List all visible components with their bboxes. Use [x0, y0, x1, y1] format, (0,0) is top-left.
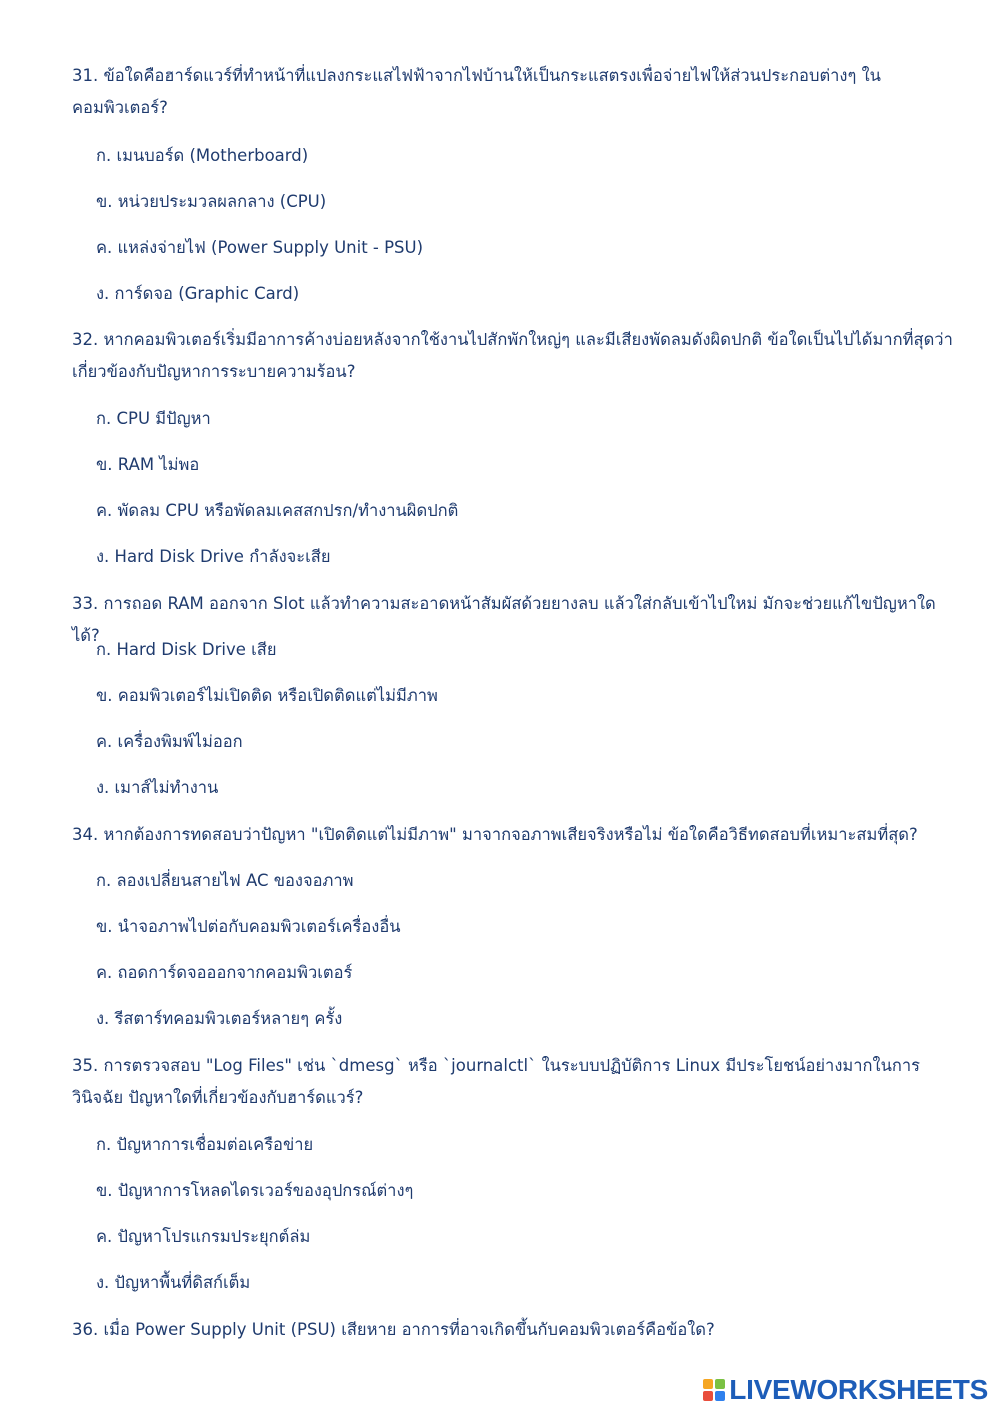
logo-mark-square-1 [703, 1379, 713, 1389]
question-34-option-a: ก. ลองเปลี่ยนสายไฟ AC ของจอภาพ [96, 871, 354, 890]
logo-mark-square-3 [703, 1391, 713, 1401]
question-33-option-b: ข. คอมพิวเตอร์ไม่เปิดติด หรือเปิดติดแต่ไม่มีภาพ [96, 686, 438, 705]
question-34-option-b: ข. นำจอภาพไปต่อกับคอมพิวเตอร์เครื่องอื่น [96, 917, 401, 936]
question-35-option-b: ข. ปัญหาการโหลดไดรเวอร์ของอุปกรณ์ต่างๆ [96, 1181, 414, 1200]
question-32-option-b: ข. RAM ไม่พอ [96, 455, 200, 474]
question-31-option-b: ข. หน่วยประมวลผลกลาง (CPU) [96, 192, 327, 211]
logo-mark-square-2 [715, 1379, 725, 1389]
logo-mark-square-4 [715, 1391, 725, 1401]
liveworksheets-logo-icon [703, 1379, 725, 1401]
question-35-option-a: ก. ปัญหาการเชื่อมต่อเครือข่าย [96, 1135, 314, 1154]
question-33-option-a: ก. Hard Disk Drive เสีย [96, 640, 277, 659]
question-34-option-c: ค. ถอดการ์ดจอออกจากคอมพิวเตอร์ [96, 963, 353, 982]
question-32-option-c: ค. พัดลม CPU หรือพัดลมเคสสกปรก/ทำงานผิดปกติ [96, 501, 459, 520]
question-35: 35. การตรวจสอบ "Log Files" เช่น `dmesg` หรือ `journalctl` ในระบบปฏิบัติการ Linux มีประโยชน์อย่างมากในการวินิจฉัย ปัญหาใดที่เกี่ยวข้องกับฮาร์ดแวร์? [72, 1056, 920, 1107]
question-35-option-d: ง. ปัญหาพื้นที่ดิสก์เต็ม [96, 1273, 251, 1292]
question-33: 33. การถอด RAM ออกจาก Slot แล้วทำความสะอาดหน้าสัมผัสด้วยยางลบ แล้วใส่กลับเข้าไปใหม่ มักจะช่วยแก้ไขปัญหาใดได้? [72, 594, 936, 645]
liveworksheets-logo [703, 1374, 988, 1406]
question-33-option-d: ง. เมาส์ไม่ทำงาน [96, 778, 219, 797]
question-33-option-c: ค. เครื่องพิมพ์ไม่ออก [96, 732, 243, 751]
question-34: 34. หากต้องการทดสอบว่าปัญหา "เปิดติดแต่ไม่มีภาพ" มาจากจอภาพเสียจริงหรือไม่ ข้อใดคือวิธีทดสอบที่เหมาะสมที่สุด? [72, 825, 918, 844]
question-35-option-c: ค. ปัญหาโปรแกรมประยุกต์ล่ม [96, 1227, 311, 1246]
question-32-option-a: ก. CPU มีปัญหา [96, 409, 211, 428]
question-34-option-d: ง. รีสตาร์ทคอมพิวเตอร์หลายๆ ครั้ง [96, 1009, 343, 1028]
question-32-option-d: ง. Hard Disk Drive กำลังจะเสีย [96, 547, 331, 566]
logo-text: LIVEWORKSHEETS [729, 1374, 988, 1405]
question-32: 32. หากคอมพิวเตอร์เริ่มมีอาการค้างบ่อยหลังจากใช้งานไปสักพักใหญ่ๆ และมีเสียงพัดลมดังผิดปกติ ข้อใดเป็นไปได้มากที่สุดว่า เกี่ยวข้องกับปัญหาการระบายความร้อน? [72, 330, 953, 381]
question-31-option-c: ค. แหล่งจ่ายไฟ (Power Supply Unit - PSU) [96, 238, 424, 257]
question-36: 36. เมื่อ Power Supply Unit (PSU) เสียหาย อาการที่อาจเกิดขึ้นกับคอมพิวเตอร์คือข้อใด? [72, 1320, 715, 1339]
question-31-option-a: ก. เมนบอร์ด (Motherboard) [96, 146, 309, 165]
question-31-option-d: ง. การ์ดจอ (Graphic Card) [96, 284, 300, 303]
question-31: 31. ข้อใดคือฮาร์ดแวร์ที่ทำหน้าที่แปลงกระแสไฟฟ้าจากไฟบ้านให้เป็นกระแสตรงเพื่อจ่ายไฟให้ส่วนประกอบต่างๆ ใน คอมพิวเตอร์? [72, 66, 881, 117]
